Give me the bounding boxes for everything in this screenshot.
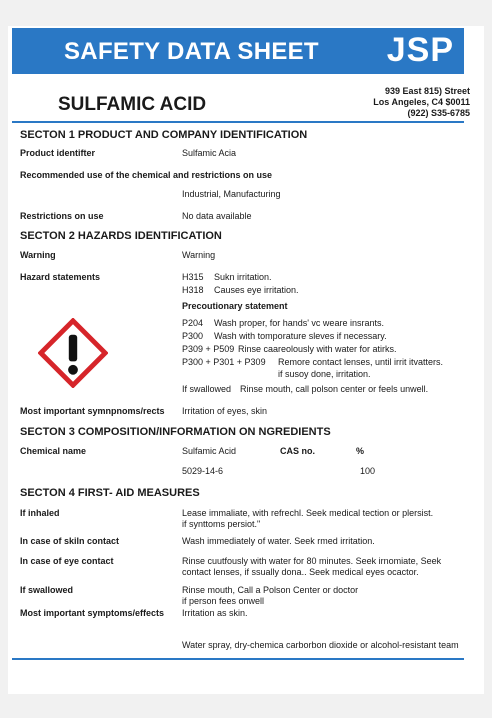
first-aid-label: If inhaled: [20, 508, 60, 518]
hazard-statements-label: Hazard statements: [20, 272, 101, 282]
precaution-text: Rinse caareolously with water for atirks.: [238, 344, 397, 354]
chemical-name-label: Chemical name: [20, 446, 87, 456]
hazard-text: Causes eye irritation.: [214, 285, 299, 295]
footer-divider: [12, 658, 464, 660]
extinguishing-media-text: Water spray, dry-chemica carborbon dioxide or alcohol-resistant team: [182, 640, 459, 650]
first-aid-text: contact lenses, if ssually dona.. Seek medical eyes ocactor.: [182, 567, 419, 577]
precautionary-heading: Precoutionary statement: [182, 301, 288, 311]
symptoms-value: Irritation of eyes, skin: [182, 406, 268, 416]
first-aid-text: Rinse mouth, Call a Polson Center or doctor: [182, 585, 359, 595]
precaution-text-continued: if susoy done, irritation.: [278, 369, 371, 379]
section3-heading: SECTON 3 COMPOSITION/INFORMATION ON NGREDIENTS: [20, 426, 331, 438]
first-aid-text: if synttoms persiot.": [182, 519, 261, 529]
swallowed-text: Rinse mouth, call polson center or feels unwell.: [240, 384, 429, 394]
recommended-use-label: Recommended use of the chemical and restrictions on use: [20, 170, 273, 180]
precaution-code: P300 + P301 + P309: [182, 357, 266, 367]
recommended-use-value: Industrial, Manufacturing: [182, 189, 281, 199]
header-divider: [12, 121, 464, 123]
precaution-code: P300: [182, 331, 204, 341]
precaution-text: Wash proper, for hands' vc weare insrants.: [214, 318, 384, 328]
first-aid-text: if person fees onwell: [182, 596, 265, 606]
hazard-code: H315: [182, 272, 204, 282]
first-aid-label: Most important symptoms/effects: [20, 608, 165, 618]
hazard-text: Sukn irritation.: [214, 272, 272, 282]
product-identifier-label: Product identifter: [20, 148, 96, 158]
title-banner: [12, 28, 464, 74]
section2-heading: SECTON 2 HAZARDS IDENTIFICATION: [20, 230, 222, 242]
section1-heading: SECTON 1 PRODUCT AND COMPANY IDENTIFICATION: [20, 129, 308, 141]
precaution-code: P204: [182, 318, 204, 328]
section4-heading: SECTON 4 FIRST- AID MEASURES: [20, 487, 200, 499]
first-aid-text: Irritation as skin.: [182, 608, 248, 618]
first-aid-text: Rinse cuutfously with water for 80 minutes. Seek irnomiate, Seek: [182, 556, 442, 566]
product-name: SULFAMIC ACID: [58, 94, 207, 115]
chemical-name-column: Sulfamic Acid: [182, 446, 237, 456]
percent-column-header: %: [356, 446, 365, 456]
product-identifier-value: Sulfamic Acia: [182, 148, 237, 158]
brand-logo: JSP: [386, 31, 454, 69]
restrictions-value: No data available: [182, 211, 252, 221]
exclamation-mark-hazard-icon: [38, 318, 108, 388]
swallowed-code: If swallowed: [182, 384, 232, 394]
cas-number: 5029-14-6: [182, 466, 224, 476]
precaution-code: P309 + P509: [182, 344, 235, 354]
cas-column-header: CAS no.: [280, 446, 315, 456]
first-aid-text: Lease immaliate, with refrechl. Seek medical tection or plersist.: [182, 508, 434, 518]
first-aid-label: If swallowed: [20, 585, 74, 595]
hazard-code: H318: [182, 285, 204, 295]
signal-word-label: Warning: [20, 250, 56, 260]
first-aid-label: In case of skiln contact: [20, 536, 120, 546]
precaution-text: Remore contact lenses, until irrit itvatters.: [278, 357, 444, 367]
percent-value: 100: [360, 466, 376, 476]
first-aid-text: Wash immediately of water. Seek rmed irritation.: [182, 536, 375, 546]
precaution-text: Wash with tomporature sleves if necessary.: [214, 331, 387, 341]
symptoms-label: Most important symnpnoms/rects: [20, 406, 165, 416]
restrictions-label: Restrictions on use: [20, 211, 104, 221]
company-address: 939 East 815) Street Los Angeles, C4 $0011 (922) S35-6785: [373, 86, 470, 118]
signal-word-value: Warning: [182, 250, 216, 260]
first-aid-label: In case of eye contact: [20, 556, 114, 566]
document-title: SAFETY DATA SHEET: [64, 38, 319, 65]
